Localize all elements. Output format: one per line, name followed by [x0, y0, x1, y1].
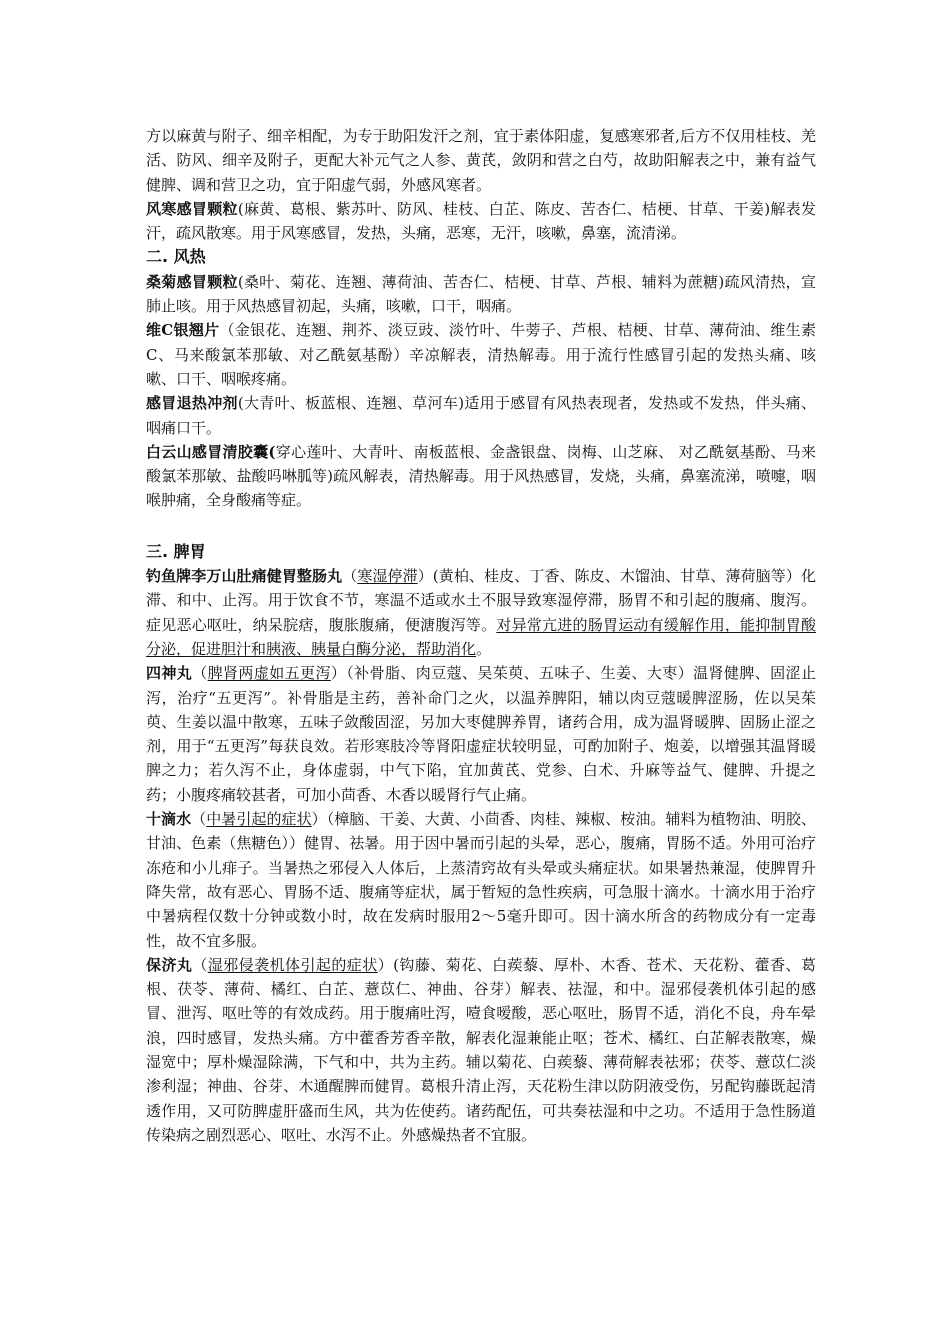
period: 。 — [476, 639, 492, 658]
drug-name: 白云山感冒清胶囊( — [146, 442, 276, 461]
drug-paragraph — [146, 270, 816, 319]
drug-description: (麻黄、葛根、紫苏叶、防风、桂枝、白芷、陈皮、苦杏仁、桔梗、甘草、干姜)解表发汗，疏风散寒。用于风寒感冒，发热，头痛，恶寒，无汗，咳嗽，鼻塞，流清涕。 — [146, 199, 816, 243]
underlined-note: 对异常亢进的肠胃运动有缓解作用，能抑制胃酸分泌，促进胆汁和胰液、胰量白酶分泌，帮助消化 — [146, 615, 816, 658]
bracket: （ — [192, 955, 208, 974]
drug-description: （樟脑、干姜、大黄、小茴香、肉桂、辣椒、桉油。辅料为植物油、明胶、甘油、色素（焦糖色））健胃、祛暑。用于因中暑而引起的头晕，恶心，腹痛，胃肠不适。外用可治疗冻疮和小儿痱子。当暑热之邪侵入人体后，上蒸清窍故有头晕或头痛症状。如果暑热兼湿，使脾胃升降失常，故有恶心、胃肠不适、腹痛等症状，属于暂短的急性疾病，可急服十滴水。十滴水用于治疗中暑病程仅数十分钟或数小时，故在发病时服用2～5毫升即可。因十滴水所含的药物成分有一定毒性，故不宜多服。 — [146, 810, 816, 950]
drug-description: (大青叶、板蓝根、连翘、草河车)适用于感冒有风热表现者，发热或不发热，伴头痛、咽痛口干。 — [146, 394, 816, 437]
section-heading-piwei: 三. 脾胃 — [146, 541, 206, 561]
drug-name: 保济丸 — [146, 955, 193, 974]
indication: 湿邪侵袭机体引起的症状 — [207, 955, 378, 974]
drug-name: 桑菊感冒颗粒 — [146, 272, 238, 291]
drug-paragraph — [146, 318, 816, 391]
drug-paragraph — [146, 440, 816, 513]
drug-name: 感冒退热冲剂 — [146, 394, 238, 413]
drug-paragraph — [146, 391, 816, 440]
indication: 寒湿停滞 — [357, 567, 418, 586]
fenghan-paragraph — [146, 197, 816, 246]
drug-description: （补骨脂、肉豆蔻、吴茱萸、五味子、生姜、大枣）温肾健脾、固涩止泻，治疗“五更泻”。补骨脂是主药，善补命门之火，以温养脾阳，辅以肉豆蔻暖脾涩肠，佐以吴茱萸、生姜以温中散寒，五味子敛酸固涩，另加大枣健脾养胃，诸药合用，成为温肾暖脾、固肠止涩之剂，用于“五更泻”每获良效。若形寒肢冷等肾阳虚症状较明显，可酌加附子、炮姜，以增强其温肾暖脾之力；若久泻不止，身体虚弱，中气下陷，宜加黄芪、党参、白术、升麻等益气、健脾、升提之药；小腹疼痛较甚者，可加小茴香、木香以暖肾行气止痛。 — [146, 664, 816, 804]
drug-name: 钓鱼牌李万山肚痛健胃整肠丸 — [146, 567, 343, 586]
drug-description: (钩藤、菊花、白蒺藜、厚朴、木香、苍术、天花粉、藿香、葛根、茯苓、薄荷、橘红、白芷、薏苡仁、神曲、谷芽）解表、祛湿，和中。湿邪侵袭机体引起的感冒、泄泻、呕吐等的有效成药。用于腹痛吐泻，噎食嗳酸，恶心呕吐，肠胃不适，消化不良，舟车晕浪，四时感冒，发热头痛。方中藿香芳香辛散，解表化湿兼能止呕；苍术、橘红、白芷解表散寒，燥湿宽中；厚朴燥湿除满，下气和中，共为主药。辅以菊花、白蒺藜、薄荷解表祛邪；茯苓、薏苡仁淡渗利湿；神曲、谷芽、木通醒脾而健胃。葛根升清止泻，天花粉生津以防阴液受伤，另配钩藤既起清透作用，又可防脾虚肝盛而生风，共为佐使药。诸药配伍，可共奏祛湿和中之功。不适用于急性肠道传染病之剧烈恶心、呕吐、水泻不止。外感燥热者不宜服。 — [146, 955, 816, 1144]
indication: 脾肾两虚如五更泻 — [207, 664, 331, 683]
section-heading-fengre: 二. 风热 — [146, 247, 206, 267]
drug-name: 风寒感冒颗粒 — [146, 199, 238, 218]
drug-name: 四神丸 — [146, 664, 193, 683]
drug-paragraph — [146, 661, 816, 807]
bracket: （ — [192, 664, 208, 683]
document-page — [146, 124, 816, 1147]
intro-paragraph: 方以麻黄与附子、细辛相配，为专于助阳发汗之剂，宜于素体阳虚，复感寒邪者,后方不仅用桂枝、羌活、防风、细辛及附子，更配大补元气之人参、黄芪，敛阴和营之白芍，故助阳解表之中，兼有益气健脾、调和营卫之功，宜于阳虚气弱，外感风寒者。 — [146, 127, 816, 194]
drug-description: 穿心莲叶、大青叶、南板蓝根、金盏银盘、岗梅、山芝麻、 对乙酰氨基酚、马来酸氯苯那敏、盐酸吗啉胍等)疏风解表，清热解毒。用于风热感冒，发烧，头痛，鼻塞流涕，喷嚏，咽喉肿痛，全身酸痛等症。 — [146, 442, 816, 510]
drug-description: （金银花、连翘、荆芥、淡豆豉、淡竹叶、牛蒡子、芦根、桔梗、甘草、薄荷油、维生素C、马来酸氯苯那敏、对乙酰氨基酚）辛凉解表，清热解毒。用于流行性感冒引起的发热头痛、咳嗽、口干、咽喉疼痛。 — [146, 321, 816, 388]
bracket: ） — [377, 955, 394, 974]
bracket: ） — [417, 567, 433, 586]
drug-name: 维C银翘片 — [146, 321, 220, 340]
bracket: （ — [191, 810, 207, 829]
drug-paragraph — [146, 564, 816, 661]
indication: 中暑引起的症状 — [206, 810, 312, 829]
drug-paragraph — [146, 953, 816, 1147]
drug-description: (黄柏、桂皮、丁香、陈皮、木馏油、甘草、薄荷脑等）化滞、和中、止泻。用于饮食不节，寒温不适或水土不服导致寒湿停滞，肠胃不和引起的腹痛、腹泻。症见恶心呕吐，纳呆脘痞，腹胀腹痛，便溏腹泻等。 — [146, 567, 816, 634]
drug-name: 十滴水 — [146, 810, 192, 829]
bracket: ） — [311, 810, 327, 829]
bracket: （ — [342, 567, 358, 586]
drug-description: (桑叶、菊花、连翘、薄荷油、苦杏仁、桔梗、甘草、芦根、辅料为蔗糖)疏风清热，宣肺止咳。用于风热感冒初起，头痛，咳嗽，口干，咽痛。 — [146, 272, 816, 316]
bracket: ） — [330, 664, 347, 683]
drug-paragraph — [146, 807, 816, 953]
